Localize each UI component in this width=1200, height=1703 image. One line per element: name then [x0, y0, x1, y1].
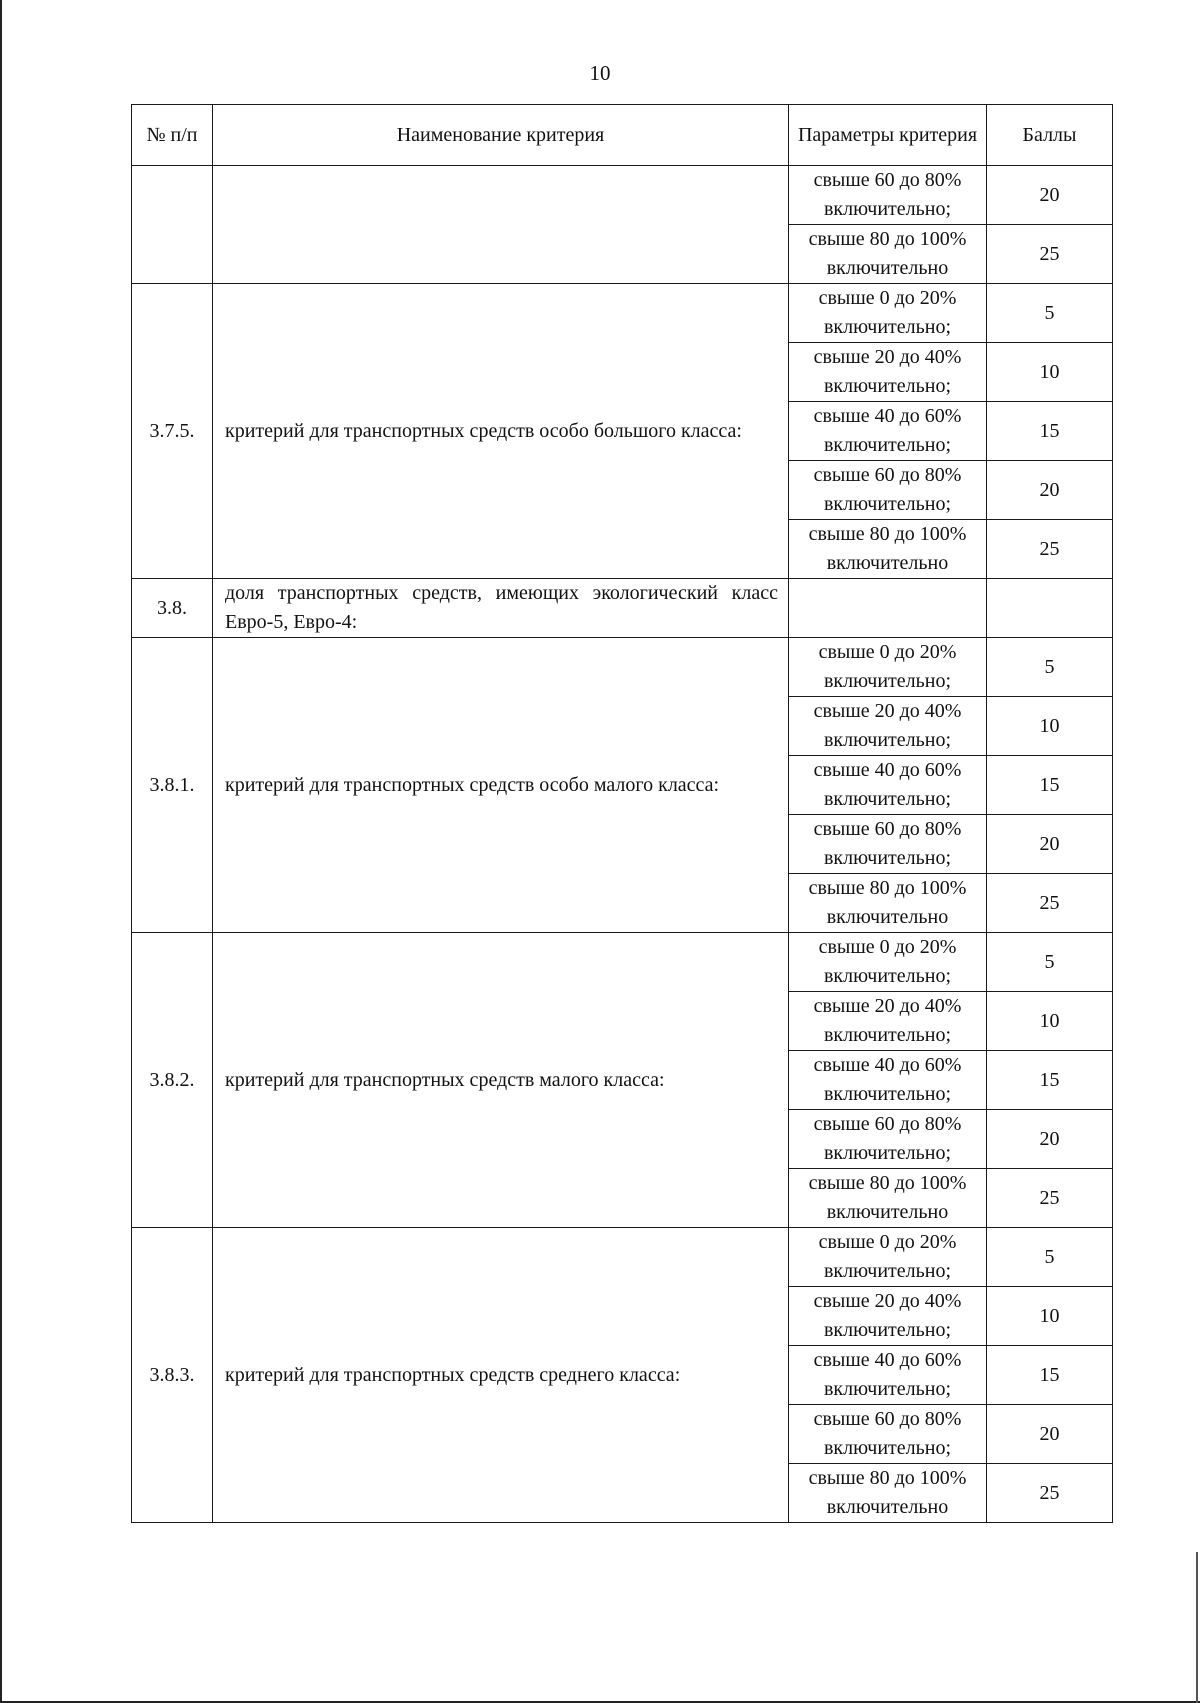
criterion-parameter: свыше 80 до 100% включительно: [789, 520, 987, 579]
criterion-parameter: свыше 0 до 20% включительно;: [789, 284, 987, 343]
criterion-score: 5: [987, 284, 1113, 343]
criterion-number: 3.8.1.: [132, 638, 213, 933]
criterion-name: [213, 166, 789, 284]
header-score: Баллы: [987, 105, 1113, 166]
criterion-parameter: свыше 80 до 100% включительно: [789, 1464, 987, 1523]
criterion-name: критерий для транспортных средств малого класса:: [213, 933, 789, 1228]
criterion-score: 10: [987, 992, 1113, 1051]
criterion-name: критерий для транспортных средств среднего класса:: [213, 1228, 789, 1523]
criterion-score: 25: [987, 874, 1113, 933]
criterion-score: [987, 579, 1113, 638]
table-header: [132, 105, 1113, 166]
criterion-parameter: свыше 80 до 100% включительно: [789, 1169, 987, 1228]
table-row: [132, 166, 1113, 225]
criterion-score: 25: [987, 225, 1113, 284]
criterion-name: критерий для транспортных средств особо большого класса:: [213, 284, 789, 579]
criterion-number: 3.8.2.: [132, 933, 213, 1228]
criterion-parameter: свыше 20 до 40% включительно;: [789, 697, 987, 756]
criterion-parameter: свыше 0 до 20% включительно;: [789, 933, 987, 992]
criterion-score: 15: [987, 402, 1113, 461]
criterion-number: 3.8.: [132, 579, 213, 638]
criterion-score: 25: [987, 1464, 1113, 1523]
criterion-score: 5: [987, 933, 1113, 992]
criterion-parameter: свыше 0 до 20% включительно;: [789, 1228, 987, 1287]
criterion-parameter: свыше 40 до 60% включительно;: [789, 1051, 987, 1110]
table-row: [132, 579, 1113, 638]
criterion-parameter: свыше 60 до 80% включительно;: [789, 166, 987, 225]
criterion-parameter: свыше 60 до 80% включительно;: [789, 1110, 987, 1169]
criterion-score: 20: [987, 1405, 1113, 1464]
criterion-score: 15: [987, 756, 1113, 815]
criterion-score: 15: [987, 1346, 1113, 1405]
criterion-name: критерий для транспортных средств особо малого класса:: [213, 638, 789, 933]
criterion-score: 10: [987, 697, 1113, 756]
criterion-parameter: свыше 60 до 80% включительно;: [789, 815, 987, 874]
header-num: № п/п: [132, 105, 213, 166]
criterion-score: 15: [987, 1051, 1113, 1110]
criterion-parameter: свыше 80 до 100% включительно: [789, 225, 987, 284]
page-number: 10: [589, 61, 611, 85]
criterion-parameter: свыше 20 до 40% включительно;: [789, 343, 987, 402]
table-row: [132, 284, 1113, 343]
criterion-parameter: свыше 0 до 20% включительно;: [789, 638, 987, 697]
table-row: [132, 933, 1113, 992]
criterion-parameter: свыше 60 до 80% включительно;: [789, 461, 987, 520]
table-row: [132, 1228, 1113, 1287]
criterion-parameter: свыше 80 до 100% включительно: [789, 874, 987, 933]
header-name: Наименование критерия: [213, 105, 789, 166]
criteria-table: [131, 104, 1113, 1523]
criterion-score: 10: [987, 343, 1113, 402]
header-row: [132, 105, 1113, 166]
criterion-number: [132, 166, 213, 284]
scan-edge-right: [1196, 1552, 1198, 1703]
criterion-score: 25: [987, 520, 1113, 579]
criterion-parameter: свыше 20 до 40% включительно;: [789, 992, 987, 1051]
criterion-number: 3.8.3.: [132, 1228, 213, 1523]
criterion-number: 3.7.5.: [132, 284, 213, 579]
table-body: [132, 166, 1113, 1523]
criterion-score: 20: [987, 461, 1113, 520]
criterion-parameter: свыше 20 до 40% включительно;: [789, 1287, 987, 1346]
criterion-score: 5: [987, 638, 1113, 697]
scan-edge-left: [0, 0, 2, 1703]
criterion-parameter: [789, 579, 987, 638]
criterion-score: 5: [987, 1228, 1113, 1287]
criterion-parameter: свыше 60 до 80% включительно;: [789, 1405, 987, 1464]
criterion-score: 20: [987, 166, 1113, 225]
table-row: [132, 638, 1113, 697]
criterion-parameter: свыше 40 до 60% включительно;: [789, 1346, 987, 1405]
criterion-score: 25: [987, 1169, 1113, 1228]
criterion-parameter: свыше 40 до 60% включительно;: [789, 402, 987, 461]
header-param: Параметры критерия: [789, 105, 987, 166]
criterion-score: 20: [987, 1110, 1113, 1169]
criterion-score: 20: [987, 815, 1113, 874]
criterion-parameter: свыше 40 до 60% включительно;: [789, 756, 987, 815]
criterion-name: доля транспортных средств, имеющих экологический класс Евро-5, Евро-4:: [213, 579, 789, 638]
criterion-score: 10: [987, 1287, 1113, 1346]
